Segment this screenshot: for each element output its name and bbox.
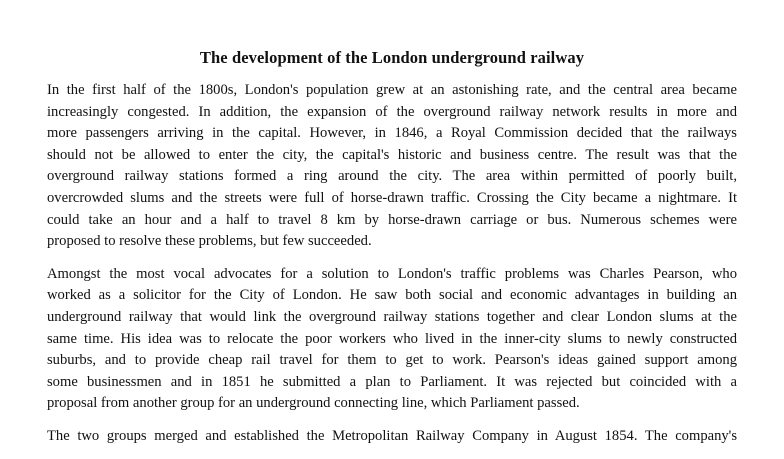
paragraph-line: Amongst the most vocal advocates for a solution to London's traffic problems was Charles Pearson, who	[47, 265, 737, 282]
paragraph-line: overground railway stations formed a ring around the city. The area within permitted of poorly built,	[47, 168, 737, 185]
document-title: The development of the London underground railway	[199, 48, 585, 67]
paragraph-line: could take an hour and a half to travel 8 km by horse-drawn carriage or bus. Numerous schemes were	[47, 211, 737, 228]
paragraph-line: some businessmen and in 1851 he submitted a plan to Parliament. It was rejected but coincided with a	[47, 373, 737, 390]
paragraph-line: proposed to resolve these problems, but few succeeded.	[47, 233, 372, 250]
paragraph-line: overcrowded slums and the streets were full of horse-drawn traffic. Crossing the City became a nightmare. It	[47, 189, 737, 206]
paragraph-2	[47, 264, 737, 415]
paragraph-line: more passengers arriving in the capital. However, in 1846, a Royal Commission decided that the railways	[47, 125, 737, 142]
document-page	[47, 47, 737, 459]
paragraph-1	[47, 80, 737, 253]
paragraph-3	[47, 426, 737, 448]
paragraph-line: In the first half of the 1800s, London's population grew at an astonishing rate, and the central area became	[47, 82, 737, 98]
paragraph-line: suburbs, and to provide cheap rail travel for them to get to work. Pearson's ideas gained support among	[47, 352, 737, 369]
paragraph-line: worked as a solicitor for the City of London. He saw both social and economic advantages in building an	[47, 287, 737, 304]
paragraph-line: proposal from another group for an underground connecting line, which Parliament passed.	[47, 395, 580, 412]
paragraph-line: should not be allowed to enter the city, the capital's historic and business centre. The result was that the	[47, 146, 737, 163]
paragraph-line: underground railway that would link the overground railway stations together and clear London slums at the	[47, 308, 737, 325]
paragraph-line: increasingly congested. In addition, the expansion of the overground railway network results in more and	[47, 103, 737, 120]
paragraph-line: same time. His idea was to relocate the poor workers who lived in the inner-city slums to newly constructed	[47, 330, 737, 347]
paragraph-line: The two groups merged and established the Metropolitan Railway Company in August 1854. The company's	[47, 427, 737, 444]
